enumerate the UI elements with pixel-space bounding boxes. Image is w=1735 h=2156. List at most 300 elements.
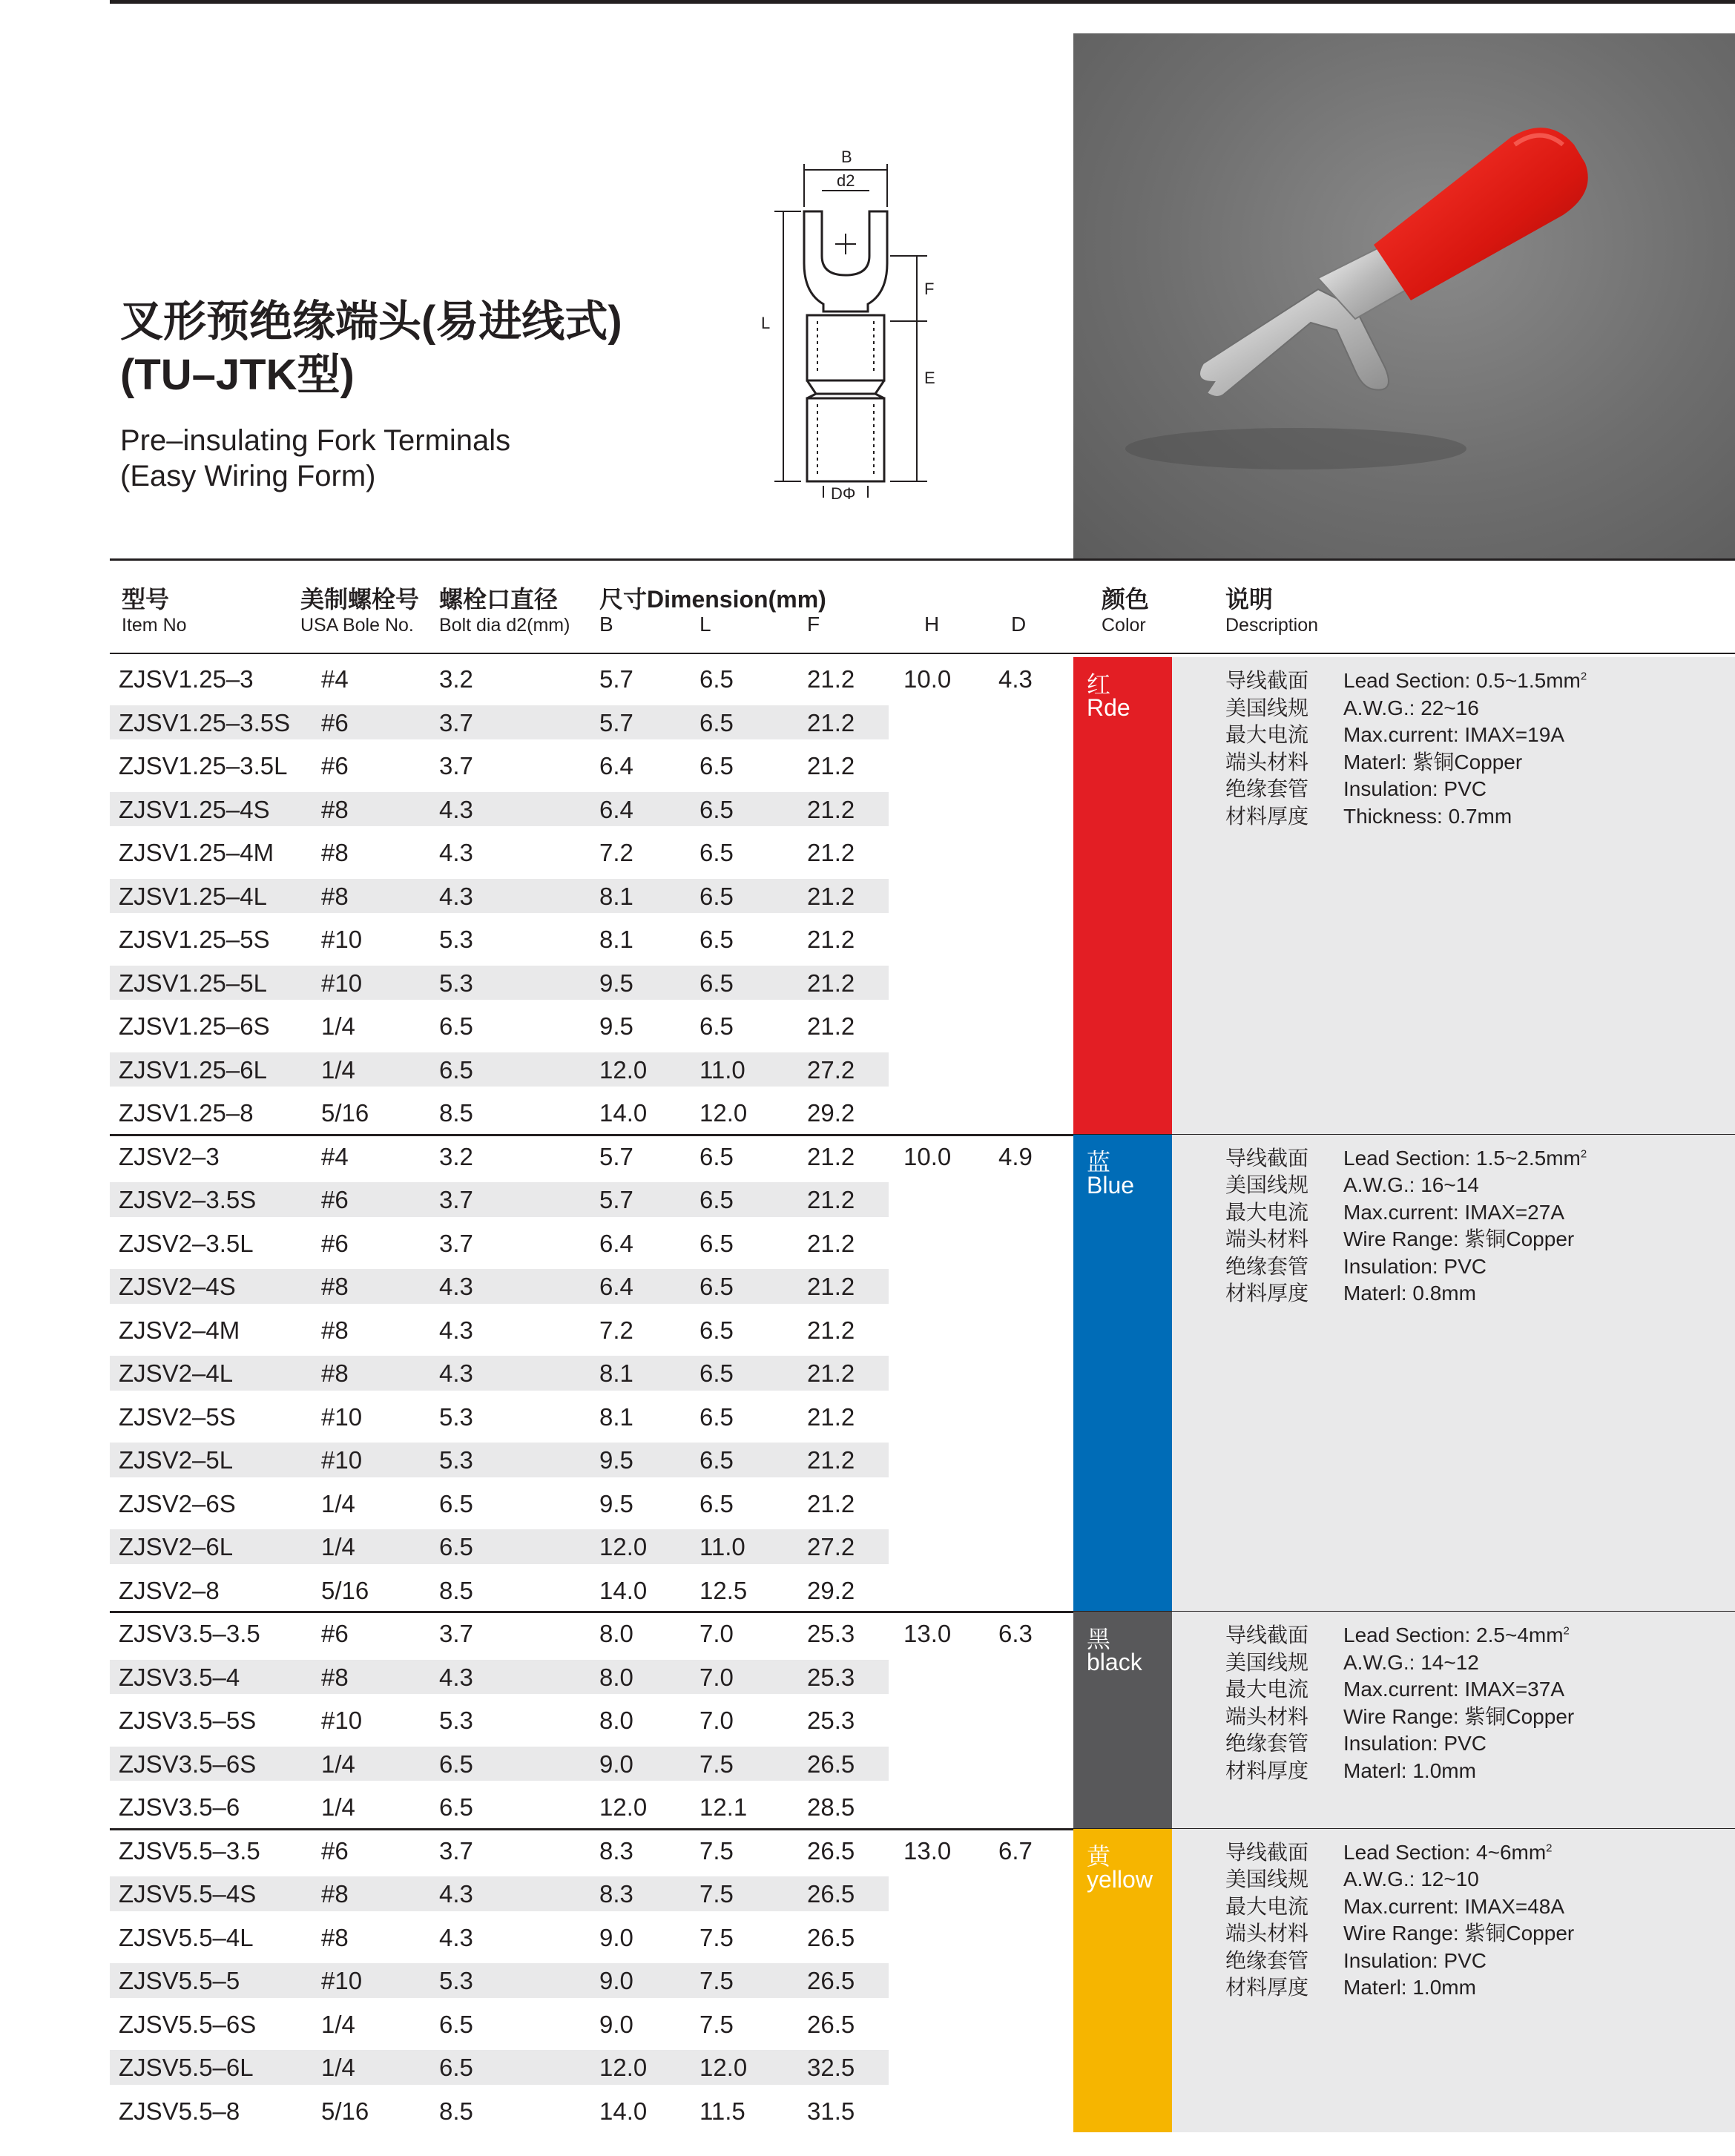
bolt-dia: 3.7 <box>439 1836 473 1865</box>
color-name-en: Rde <box>1087 694 1130 721</box>
spec-label-cn: 导线截面 <box>1225 1840 1309 1864</box>
item-no: ZJSV1.25–6S <box>119 1012 270 1040</box>
dim-h: 13.0 <box>903 1836 952 1865</box>
color-swatch <box>1073 657 1172 1135</box>
dim-f: 29.2 <box>807 1099 855 1127</box>
dim-h: 13.0 <box>903 1620 952 1647</box>
dim-b: 8.0 <box>599 1663 633 1691</box>
item-no: ZJSV5.5–4L <box>119 1923 254 1951</box>
item-no: ZJSV5.5–3.5 <box>119 1836 260 1865</box>
usa-bole: #6 <box>321 708 349 736</box>
color-name-en: black <box>1087 1649 1142 1675</box>
usa-bole: #8 <box>321 882 349 910</box>
spec-value-en: A.W.G.: 16~14 <box>1343 1173 1479 1196</box>
bolt-dia: 3.7 <box>439 1620 473 1647</box>
spec-label-cn: 材料厚度 <box>1225 1758 1309 1782</box>
dim-f: 21.2 <box>807 1229 855 1257</box>
bolt-dia: 8.5 <box>439 1576 473 1604</box>
bolt-dia: 4.3 <box>439 1359 473 1387</box>
dim-l: 6.5 <box>699 969 734 997</box>
dim-f: 28.5 <box>807 1793 855 1821</box>
bolt-dia: 5.3 <box>439 926 473 953</box>
spec-value-en: Insulation: PVC <box>1343 1254 1487 1278</box>
header-color-cn: 颜色 <box>1102 586 1150 613</box>
dim-l: 6.5 <box>699 665 734 693</box>
usa-bole: #10 <box>321 1446 363 1474</box>
spec-label-cn: 端头材料 <box>1225 750 1309 774</box>
dim-b: 14.0 <box>599 1576 648 1604</box>
dim-f: 21.2 <box>807 926 855 953</box>
dim-f: 26.5 <box>807 2010 855 2038</box>
dim-b: 9.0 <box>599 2010 633 2038</box>
spec-label-cn: 绝缘套管 <box>1225 1732 1309 1755</box>
dim-label-b: B <box>841 148 852 166</box>
spec-label-cn: 最大电流 <box>1225 1200 1309 1224</box>
dim-h: 10.0 <box>903 665 952 693</box>
usa-bole: #10 <box>321 1967 363 1994</box>
page-title-cn: 叉形预绝缘端头(易进线式) <box>120 297 622 346</box>
spec-label-cn: 最大电流 <box>1225 1894 1309 1918</box>
dim-label-d: DΦ <box>831 484 856 501</box>
item-no: ZJSV5.5–6L <box>119 2054 254 2081</box>
spec-value-en: Wire Range: 紫铜Copper <box>1343 1922 1575 1945</box>
spec-label-cn: 端头材料 <box>1225 1227 1309 1250</box>
dim-b: 9.0 <box>599 1750 633 1778</box>
item-no: ZJSV1.25–6L <box>119 1055 267 1084</box>
dim-b: 8.1 <box>599 1402 633 1431</box>
bolt-dia: 6.5 <box>439 1055 473 1084</box>
usa-bole: 1/4 <box>321 2010 355 2038</box>
bolt-dia: 3.7 <box>439 708 473 736</box>
usa-bole: #10 <box>321 926 363 953</box>
dim-b: 5.7 <box>599 1142 633 1170</box>
spec-label-cn: 绝缘套管 <box>1225 1948 1309 1972</box>
spec-value-en: A.W.G.: 22~16 <box>1343 696 1479 719</box>
dim-label-f: F <box>924 280 935 298</box>
bolt-dia: 4.3 <box>439 1273 473 1300</box>
spec-label-cn: 美国线规 <box>1225 1650 1309 1674</box>
squared-superscript: 2 <box>1563 1624 1570 1638</box>
spec-label-cn: 材料厚度 <box>1225 1282 1309 1305</box>
dim-l: 7.5 <box>699 1880 734 1908</box>
item-no: ZJSV1.25–3 <box>119 665 254 693</box>
dim-l: 7.5 <box>699 1750 734 1778</box>
usa-bole: #10 <box>321 969 363 997</box>
dim-l: 12.0 <box>699 1099 748 1127</box>
dim-l: 6.5 <box>699 752 734 779</box>
spec-value-en: Max.current: IMAX=27A <box>1343 1200 1565 1224</box>
dim-f: 21.2 <box>807 839 855 866</box>
spec-label-cn: 美国线规 <box>1225 696 1309 719</box>
dim-b: 12.0 <box>599 1533 648 1560</box>
header-f: F <box>807 613 820 636</box>
usa-bole: #8 <box>321 1663 349 1691</box>
usa-bole: #10 <box>321 1707 363 1734</box>
dim-l: 6.5 <box>699 1446 734 1474</box>
header-color-en: Color <box>1102 615 1146 636</box>
item-no: ZJSV5.5–4S <box>119 1880 257 1908</box>
dim-d: 6.7 <box>998 1836 1033 1865</box>
bolt-dia: 4.3 <box>439 882 473 910</box>
dim-f: 21.2 <box>807 882 855 910</box>
spec-value-en: Materl: 紫铜Copper <box>1343 750 1523 774</box>
spec-value-en: Thickness: 0.7mm <box>1343 804 1512 828</box>
dim-b: 5.7 <box>599 1186 633 1213</box>
item-no: ZJSV2–5S <box>119 1402 236 1431</box>
dim-f: 21.2 <box>807 1142 855 1170</box>
bolt-dia: 3.2 <box>439 1142 473 1170</box>
fork-terminal-illustration <box>1073 33 1735 558</box>
dim-f: 21.2 <box>807 665 855 693</box>
item-no: ZJSV1.25–8 <box>119 1099 254 1127</box>
header-bolt-en: Bolt dia d2(mm) <box>439 615 570 636</box>
header-top-rule <box>110 558 1735 561</box>
dim-b: 7.2 <box>599 1316 633 1344</box>
dim-b: 6.4 <box>599 1229 633 1257</box>
dim-l: 6.5 <box>699 1012 734 1040</box>
usa-bole: 1/4 <box>321 1055 355 1084</box>
dim-b: 6.4 <box>599 1273 633 1300</box>
header-h: H <box>924 613 940 636</box>
spec-value-en: Max.current: IMAX=37A <box>1343 1678 1565 1701</box>
bolt-dia: 6.5 <box>439 2010 473 2038</box>
dim-f: 21.2 <box>807 1402 855 1431</box>
dim-f: 21.2 <box>807 969 855 997</box>
dim-f: 21.2 <box>807 1012 855 1040</box>
dim-f: 25.3 <box>807 1707 855 1734</box>
dim-b: 9.5 <box>599 969 633 997</box>
bolt-dia: 4.3 <box>439 795 473 823</box>
dim-l: 11.5 <box>699 2097 745 2125</box>
dim-b: 8.0 <box>599 1620 633 1647</box>
dim-l: 6.5 <box>699 839 734 866</box>
dim-f: 26.5 <box>807 1836 855 1865</box>
item-no: ZJSV1.25–5S <box>119 926 270 953</box>
dim-f: 21.2 <box>807 1316 855 1344</box>
dim-h: 10.0 <box>903 1142 952 1170</box>
dim-b: 14.0 <box>599 2097 648 2125</box>
item-no: ZJSV1.25–4L <box>119 882 267 910</box>
page-subtitle-en: (Easy Wiring Form) <box>120 460 376 492</box>
spec-value-en: Lead Section: $4\sim 6mm^2$ <box>1343 1840 1553 1864</box>
item-no: ZJSV2–4M <box>119 1316 240 1344</box>
dim-f: 21.2 <box>807 1489 855 1517</box>
dim-b: 14.0 <box>599 1099 648 1127</box>
header-usa-cn: 美制螺栓号 <box>300 586 420 613</box>
usa-bole: #6 <box>321 1836 349 1865</box>
item-no: ZJSV1.25–4M <box>119 839 274 866</box>
dim-b: 5.7 <box>599 708 633 736</box>
usa-bole: #6 <box>321 1229 349 1257</box>
usa-bole: #6 <box>321 752 349 779</box>
dim-b: 12.0 <box>599 1055 648 1084</box>
spec-label-cn: 最大电流 <box>1225 1678 1309 1701</box>
bolt-dia: 3.2 <box>439 665 473 693</box>
header-l: L <box>699 613 711 636</box>
spec-label-cn: 绝缘套管 <box>1225 777 1309 800</box>
dim-f: 27.2 <box>807 1055 855 1084</box>
dim-b: 9.0 <box>599 1967 633 1994</box>
item-no: ZJSV5.5–8 <box>119 2097 240 2125</box>
item-no: ZJSV2–3 <box>119 1142 220 1170</box>
spec-value-en: Max.current: IMAX=19A <box>1343 723 1565 746</box>
dim-f: 31.5 <box>807 2097 855 2125</box>
dim-l: 6.5 <box>699 795 734 823</box>
usa-bole: #6 <box>321 1186 349 1213</box>
usa-bole: 1/4 <box>321 1793 355 1821</box>
dim-label-l: L <box>761 314 771 332</box>
usa-bole: #8 <box>321 1273 349 1300</box>
dim-label-e: E <box>924 369 935 387</box>
dim-d: 4.9 <box>998 1142 1033 1170</box>
bolt-dia: 6.5 <box>439 1793 473 1821</box>
bolt-dia: 6.5 <box>439 1750 473 1778</box>
dim-l: 6.5 <box>699 882 734 910</box>
header-d: D <box>1011 613 1027 636</box>
item-no: ZJSV5.5–6S <box>119 2010 257 2038</box>
bolt-dia: 5.3 <box>439 1967 473 1994</box>
dim-b: 6.4 <box>599 752 633 779</box>
color-name-cn: 黑 <box>1087 1626 1111 1652</box>
dim-b: 8.3 <box>599 1880 633 1908</box>
dim-f: 26.5 <box>807 1880 855 1908</box>
bolt-dia: 5.3 <box>439 1446 473 1474</box>
item-no: ZJSV2–5L <box>119 1446 234 1474</box>
product-photo <box>1073 33 1735 558</box>
dim-l: 7.0 <box>699 1663 734 1691</box>
header-desc-cn: 说明 <box>1225 586 1274 613</box>
usa-bole: #4 <box>321 1142 349 1170</box>
dim-l: 6.5 <box>699 1402 734 1431</box>
spec-value-en: Insulation: PVC <box>1343 1948 1487 1972</box>
color-name-en: yellow <box>1087 1865 1153 1893</box>
dim-f: 21.2 <box>807 1186 855 1213</box>
bolt-dia: 6.5 <box>439 2054 473 2081</box>
usa-bole: #8 <box>321 1316 349 1344</box>
item-no: ZJSV1.25–5L <box>119 969 267 997</box>
dim-d: 4.3 <box>998 665 1033 693</box>
spec-label-cn: 材料厚度 <box>1225 804 1309 828</box>
item-no: ZJSV3.5–3.5 <box>119 1620 260 1647</box>
dim-f: 29.2 <box>807 1576 855 1604</box>
dim-f: 21.2 <box>807 795 855 823</box>
item-no: ZJSV2–3.5L <box>119 1229 254 1257</box>
dim-l: 7.0 <box>699 1707 734 1734</box>
dim-label-d2: d2 <box>837 171 855 190</box>
bolt-dia: 3.7 <box>439 1186 473 1213</box>
usa-bole: 1/4 <box>321 2054 355 2081</box>
bolt-dia: 8.5 <box>439 2097 473 2125</box>
dim-f: 21.2 <box>807 1446 855 1474</box>
spec-label-cn: 最大电流 <box>1225 723 1309 746</box>
dim-f: 26.5 <box>807 1750 855 1778</box>
item-no: ZJSV5.5–5 <box>119 1967 240 1994</box>
item-no: ZJSV2–4S <box>119 1273 236 1300</box>
dim-f: 21.2 <box>807 708 855 736</box>
usa-bole: #8 <box>321 1923 349 1951</box>
usa-bole: #10 <box>321 1402 363 1431</box>
spec-value-en: Insulation: PVC <box>1343 777 1487 800</box>
spec-value-en: A.W.G.: 12~10 <box>1343 1867 1479 1890</box>
usa-bole: #8 <box>321 1359 349 1387</box>
dim-l: 6.5 <box>699 1489 734 1517</box>
dim-f: 25.3 <box>807 1663 855 1691</box>
usa-bole: 1/4 <box>321 1489 355 1517</box>
squared-superscript: 2 <box>1546 1842 1553 1855</box>
spec-value-en: Lead Section: $2.5\sim 4mm^2$ <box>1343 1623 1570 1646</box>
header-usa-en: USA Bole No. <box>300 615 414 636</box>
bolt-dia: 8.5 <box>439 1099 473 1127</box>
bolt-dia: 6.5 <box>439 1489 473 1517</box>
item-no: ZJSV1.25–4S <box>119 795 270 823</box>
page-title-en: Pre–insulating Fork Terminals <box>120 424 511 457</box>
dim-l: 6.5 <box>699 708 734 736</box>
spec-value-en: Materl: 1.0mm <box>1343 1976 1476 1999</box>
dim-l: 7.0 <box>699 1620 734 1647</box>
item-no: ZJSV2–6S <box>119 1489 236 1517</box>
bolt-dia: 6.5 <box>439 1012 473 1040</box>
bolt-dia: 5.3 <box>439 1707 473 1734</box>
spec-label-cn: 导线截面 <box>1225 1623 1309 1646</box>
color-name-cn: 红 <box>1087 671 1111 698</box>
dim-b: 5.7 <box>599 665 633 693</box>
color-name-cn: 蓝 <box>1087 1148 1111 1176</box>
dim-b: 9.5 <box>599 1012 633 1040</box>
header-item-en: Item No <box>122 615 187 636</box>
dim-l: 6.5 <box>699 926 734 953</box>
fork-terminal-dimension-diagram <box>742 145 964 501</box>
dim-f: 26.5 <box>807 1967 855 1994</box>
bolt-dia: 5.3 <box>439 969 473 997</box>
header-dimension: 尺寸Dimension(mm) <box>599 586 826 613</box>
dim-l: 7.5 <box>699 1967 734 1994</box>
dim-b: 9.0 <box>599 1923 633 1951</box>
dim-b: 8.0 <box>599 1707 633 1734</box>
dim-b: 8.1 <box>599 882 633 910</box>
header-desc-en: Description <box>1225 615 1319 636</box>
bolt-dia: 6.5 <box>439 1533 473 1560</box>
dim-l: 12.0 <box>699 2054 748 2081</box>
dim-l: 7.5 <box>699 2010 734 2038</box>
item-no: ZJSV2–8 <box>119 1576 220 1604</box>
spec-value-en: Materl: 1.0mm <box>1343 1758 1476 1782</box>
usa-bole: 5/16 <box>321 2097 369 2125</box>
bolt-dia: 3.7 <box>439 752 473 779</box>
spec-label-cn: 美国线规 <box>1225 1867 1309 1890</box>
usa-bole: #8 <box>321 795 349 823</box>
usa-bole: #4 <box>321 665 349 693</box>
spec-label-cn: 端头材料 <box>1225 1922 1309 1945</box>
dim-f: 21.2 <box>807 752 855 779</box>
dim-b: 12.0 <box>599 1793 648 1821</box>
spec-label-cn: 端头材料 <box>1225 1704 1309 1728</box>
bolt-dia: 4.3 <box>439 1923 473 1951</box>
dim-l: 11.0 <box>699 1533 745 1560</box>
bolt-dia: 5.3 <box>439 1402 473 1431</box>
bolt-dia: 4.3 <box>439 1316 473 1344</box>
usa-bole: 5/16 <box>321 1576 369 1604</box>
squared-superscript: 2 <box>1580 670 1587 683</box>
spec-value-en: Lead Section: $1.5\sim 2.5mm^2$ <box>1343 1146 1587 1170</box>
dim-b: 6.4 <box>599 795 633 823</box>
item-no: ZJSV2–4L <box>119 1359 234 1387</box>
usa-bole: 1/4 <box>321 1012 355 1040</box>
dim-d: 6.3 <box>998 1620 1033 1647</box>
color-swatch <box>1073 1135 1172 1612</box>
item-no: ZJSV1.25–3.5L <box>119 752 288 779</box>
dim-b: 8.1 <box>599 926 633 953</box>
dim-f: 25.3 <box>807 1620 855 1647</box>
header-bottom-rule <box>110 653 1735 654</box>
dim-l: 6.5 <box>699 1316 734 1344</box>
header-item-cn: 型号 <box>122 586 170 613</box>
item-no: ZJSV2–6L <box>119 1533 234 1560</box>
usa-bole: 1/4 <box>321 1533 355 1560</box>
dim-b: 12.0 <box>599 2054 648 2081</box>
dim-l: 6.5 <box>699 1273 734 1300</box>
dim-f: 21.2 <box>807 1359 855 1387</box>
page-title-cn-model: (TU–JTK型) <box>120 351 355 399</box>
dim-b: 7.2 <box>599 839 633 866</box>
dim-f: 27.2 <box>807 1533 855 1560</box>
dim-l: 6.5 <box>699 1359 734 1387</box>
spec-value-en: Insulation: PVC <box>1343 1732 1487 1755</box>
item-no: ZJSV1.25–3.5S <box>119 708 291 736</box>
dim-l: 6.5 <box>699 1142 734 1170</box>
dim-l: 12.1 <box>699 1793 748 1821</box>
dim-b: 8.1 <box>599 1359 633 1387</box>
spec-value-en: Max.current: IMAX=48A <box>1343 1894 1565 1918</box>
item-no: ZJSV3.5–4 <box>119 1663 240 1691</box>
usa-bole: #8 <box>321 1880 349 1908</box>
spec-value-en: A.W.G.: 14~12 <box>1343 1650 1479 1674</box>
dim-l: 11.0 <box>699 1055 745 1084</box>
dim-f: 21.2 <box>807 1273 855 1300</box>
color-name-cn: 黄 <box>1087 1842 1111 1870</box>
dim-f: 32.5 <box>807 2054 855 2081</box>
dim-l: 7.5 <box>699 1836 734 1865</box>
dim-f: 26.5 <box>807 1923 855 1951</box>
usa-bole: 5/16 <box>321 1099 369 1127</box>
dim-l: 7.5 <box>699 1923 734 1951</box>
top-rule <box>110 0 1735 4</box>
spec-label-cn: 材料厚度 <box>1225 1976 1309 1999</box>
color-name-en: Blue <box>1087 1171 1135 1199</box>
bolt-dia: 4.3 <box>439 1663 473 1691</box>
spec-label-cn: 导线截面 <box>1225 1146 1309 1170</box>
spec-value-en: Materl: 0.8mm <box>1343 1282 1476 1305</box>
header-bolt-cn: 螺栓口直径 <box>439 586 559 613</box>
dim-b: 8.3 <box>599 1836 633 1865</box>
spec-label-cn: 导线截面 <box>1225 669 1309 692</box>
spec-value-en: Wire Range: 紫铜Copper <box>1343 1704 1575 1728</box>
bolt-dia: 3.7 <box>439 1229 473 1257</box>
dim-l: 6.5 <box>699 1229 734 1257</box>
dim-l: 12.5 <box>699 1576 748 1604</box>
squared-superscript: 2 <box>1580 1147 1587 1161</box>
item-no: ZJSV2–3.5S <box>119 1186 257 1213</box>
dim-b: 9.5 <box>599 1489 633 1517</box>
spec-value-en: Wire Range: 紫铜Copper <box>1343 1227 1575 1250</box>
bolt-dia: 4.3 <box>439 1880 473 1908</box>
usa-bole: #8 <box>321 839 349 866</box>
bolt-dia: 4.3 <box>439 839 473 866</box>
usa-bole: #6 <box>321 1620 349 1647</box>
spec-label-cn: 美国线规 <box>1225 1173 1309 1196</box>
spec-label-cn: 绝缘套管 <box>1225 1254 1309 1278</box>
usa-bole: 1/4 <box>321 1750 355 1778</box>
dim-b: 9.5 <box>599 1446 633 1474</box>
